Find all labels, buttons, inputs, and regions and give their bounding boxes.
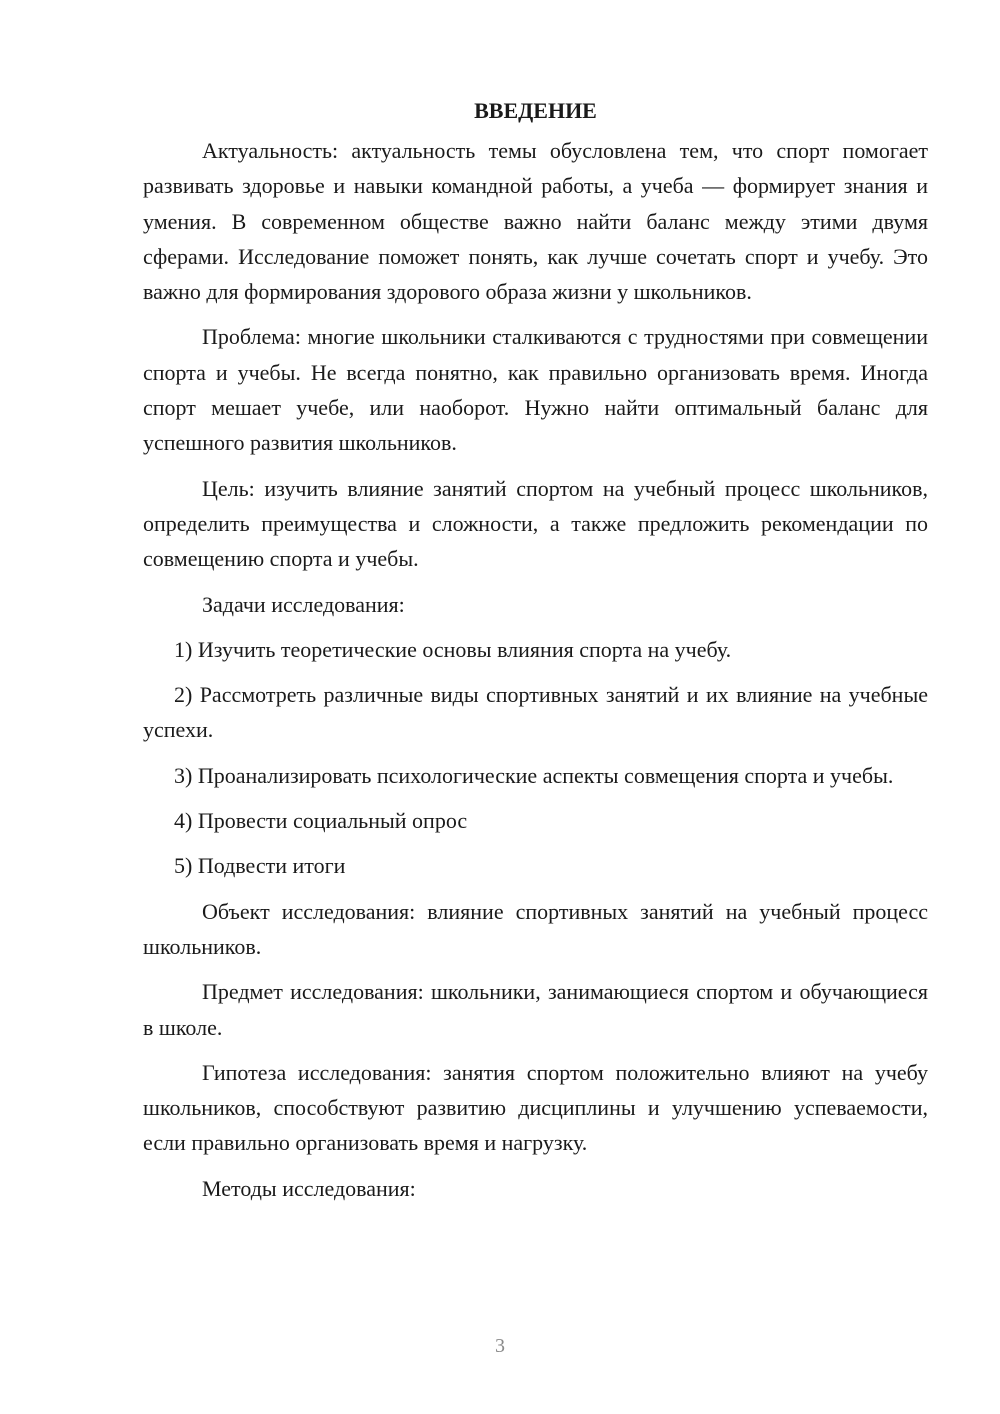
relevance-paragraph: Актуальность: актуальность темы обусловлена тем, что спорт помогает развивать здоровье и навыки командной работы, а учеба — формирует знания и умения. В современном обществе важно найти баланс между этими двумя сферами. Исследование поможет понять, как лучше сочетать спорт и учебу. Это важно для формирования здорового образа жизни у школьников. (143, 138, 928, 305)
task-item-2: 2) Рассмотреть различные виды спортивных занятий и их влияние на учебные успехи. (143, 682, 928, 743)
task-item-4: 4) Провести социальный опрос (174, 808, 468, 834)
tasks-heading: Задачи исследования: (202, 591, 405, 617)
problem-paragraph: Проблема: многие школьники сталкиваются с трудностями при совмещении спорта и учебы. Не всегда понятно, как правильно организовать время. Иногда спорт мешает учебе, или наоборот. Нужно найти оптимальный баланс для успешного развития школьников. (143, 324, 928, 456)
page-number: 3 (495, 1335, 505, 1357)
document-page (143, 96, 928, 1216)
subject-paragraph: Предмет исследования: школьники, занимающиеся спортом и обучающиеся в школе. (143, 979, 928, 1040)
section-title: ВВЕДЕНИЕ (474, 98, 597, 123)
methods-heading: Методы исследования: (202, 1175, 416, 1201)
task-item-1: 1) Изучить теоретические основы влияния спорта на учебу. (174, 636, 732, 662)
goal-paragraph: Цель: изучить влияние занятий спортом на учебный процесс школьников, определить преимущества и сложности, а также предложить рекомендации по совмещению спорта и учебы. (143, 475, 928, 572)
hypothesis-paragraph: Гипотеза исследования: занятия спортом положительно влияют на учебу школьников, способствуют развитию дисциплины и улучшению успеваемости, если правильно организовать время и нагрузку. (143, 1059, 928, 1156)
task-item-5: 5) Подвести итоги (174, 853, 346, 879)
task-item-3: 3) Проанализировать психологические аспекты совмещения спорта и учебы. (174, 762, 894, 788)
object-paragraph: Объект исследования: влияние спортивных занятий на учебный процесс школьников. (143, 898, 928, 959)
